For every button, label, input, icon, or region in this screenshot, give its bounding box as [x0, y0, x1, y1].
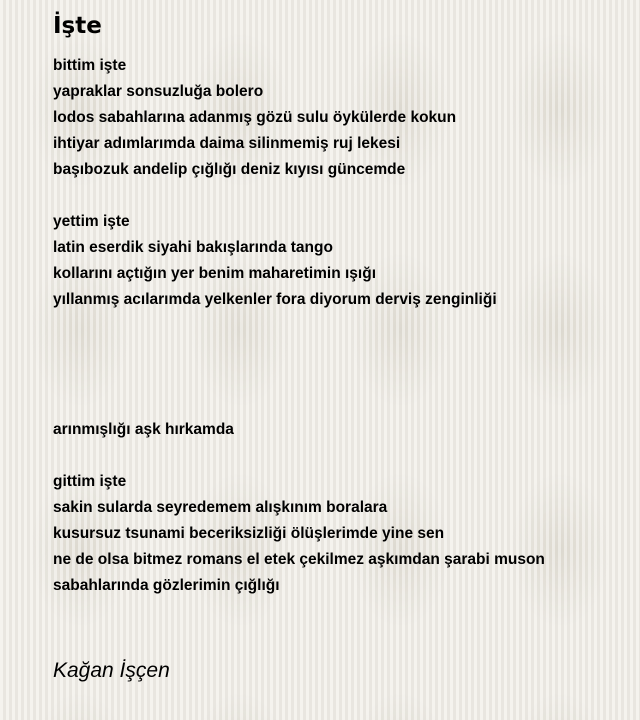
poem-container	[53, 10, 633, 599]
stanza-4	[53, 469, 633, 599]
stanza-2	[53, 209, 633, 313]
poem-line: lodos sabahlarına adanmış gözü sulu öykülerde kokun	[53, 109, 457, 126]
poem-line: yapraklar sonsuzluğa bolero	[53, 83, 264, 100]
poem-line: kollarını açtığın yer benim maharetimin ışığı	[53, 265, 377, 282]
poem-line: gittim işte	[53, 473, 127, 490]
poem-author: Kağan İşçen	[53, 659, 170, 682]
poem-line: ihtiyar adımlarımda daima silinmemiş ruj lekesi	[53, 135, 401, 152]
poem-line: sabahlarında gözlerimin çığlığı	[53, 577, 280, 594]
stanza-1	[53, 53, 633, 183]
poem-line: arınmışlığı aşk hırkamda	[53, 421, 234, 438]
poem-line: sakin sularda seyredemem alışkınım boralara	[53, 499, 388, 516]
poem-line: yettim işte	[53, 213, 130, 230]
stanza-3	[53, 417, 633, 443]
poem-line: başıbozuk andelip çığlığı deniz kıyısı güncemde	[53, 161, 406, 178]
stanza-spacer	[53, 183, 633, 209]
poem-line: yıllanmış acılarımda yelkenler fora diyorum derviş zenginliği	[53, 291, 497, 308]
poem-line: bittim işte	[53, 57, 127, 74]
stanza-spacer	[53, 313, 633, 417]
poem-line: ne de olsa bitmez romans el etek çekilmez aşkımdan şarabi muson	[53, 551, 545, 568]
stanza-spacer	[53, 443, 633, 469]
poem-line: latin eserdik siyahi bakışlarında tango	[53, 239, 333, 256]
poem-title: İşte	[53, 13, 102, 39]
poem-line: kusursuz tsunami beceriksizliği ölüşlerimde yine sen	[53, 525, 445, 542]
